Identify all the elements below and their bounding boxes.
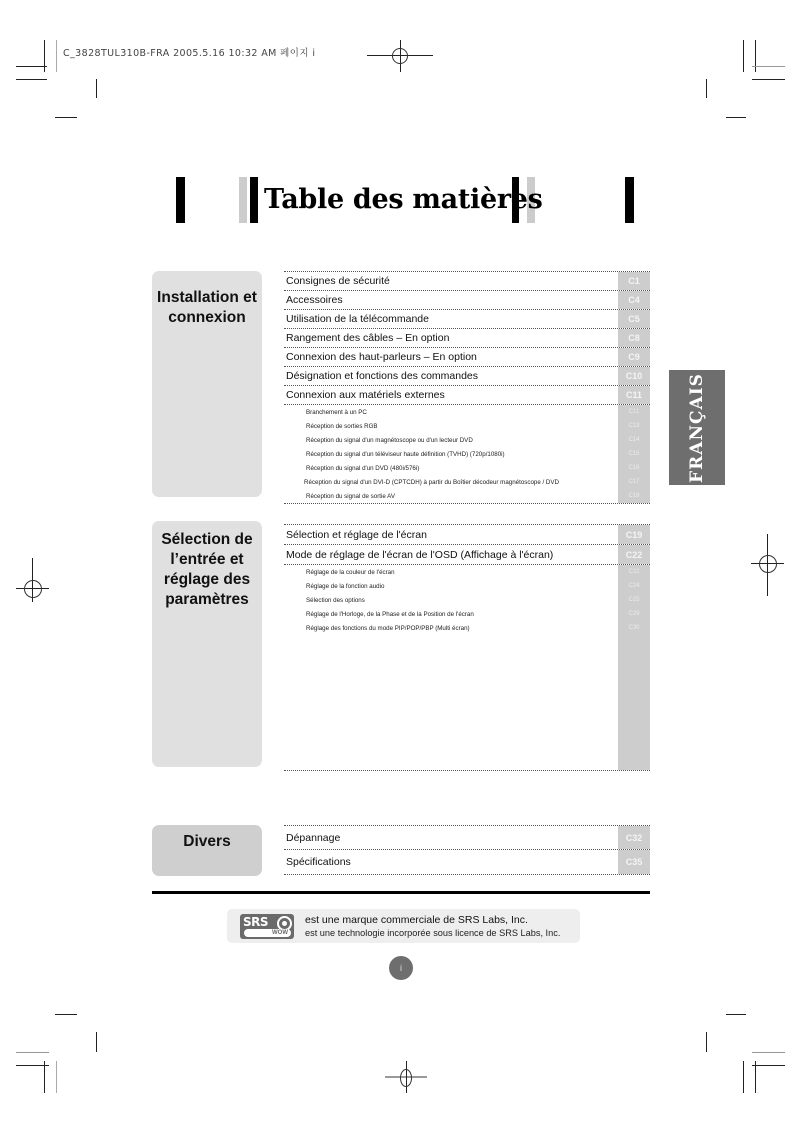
- page-ref: C24: [618, 579, 650, 593]
- registration-mark-bottom-center: [255, 1061, 297, 1093]
- toc-entry[interactable]: Connexion aux matériels externes C11: [284, 385, 650, 405]
- page-ref: C22: [618, 565, 650, 579]
- page-ref: C22: [618, 545, 650, 564]
- toc-entry[interactable]: Sélection et réglage de l'écran C19: [284, 524, 650, 544]
- page-ref: C32: [618, 826, 650, 849]
- toc-subentry[interactable]: Réglage des fonctions du mode PIP/POP/PBP (Multi écran) C30: [284, 621, 650, 635]
- page-ref: C30: [618, 621, 650, 635]
- toc-section-selection: [284, 524, 650, 771]
- print-file-info: C_3828TUL310B-FRA 2005.5.16 10:32 AM 페이지 i: [63, 48, 316, 59]
- srs-wow-logo-icon: SRS WOW: [240, 914, 294, 939]
- page-ref: C17: [618, 475, 650, 489]
- registration-mark-left: [16, 558, 49, 602]
- section-heading-selection: Sélection de l’entrée et réglage des paramètres: [152, 521, 262, 767]
- toc-entry[interactable]: Dépannage C32: [284, 825, 650, 849]
- section-heading-divers: Divers: [152, 825, 262, 876]
- toc-entry[interactable]: Connexion des haut-parleurs – En option C9: [284, 347, 650, 366]
- section-heading-installation: Installation et connexion: [152, 271, 262, 497]
- registration-mark-top: [367, 40, 433, 72]
- page-ref: C15: [618, 447, 650, 461]
- toc-entry[interactable]: Accessoires C4: [284, 290, 650, 309]
- page-ref: C11: [618, 386, 650, 404]
- toc-entry[interactable]: Utilisation de la télécommande C5: [284, 309, 650, 328]
- page-ref: C1: [618, 272, 650, 290]
- trademark-line-1: est une marque commerciale de SRS Labs, Inc.: [305, 914, 528, 926]
- page-ref: C19: [618, 525, 650, 544]
- trademark-line-2: est une technologie incorporée sous licence de SRS Labs, Inc.: [305, 928, 561, 938]
- page-ref: C35: [618, 850, 650, 874]
- toc-section-installation: [284, 271, 650, 504]
- toc-subentry[interactable]: Réception du signal d'un téléviseur haute définition (TVHD) (720p/1080i) C15: [284, 447, 650, 461]
- registration-mark-right: [751, 534, 784, 596]
- page-ref: C18: [618, 489, 650, 503]
- page-ref: C25: [618, 593, 650, 607]
- toc-subentry[interactable]: Sélection des options C25: [284, 593, 650, 607]
- toc-subentry[interactable]: Réception du signal de sortie AV C18: [284, 489, 650, 504]
- toc-entry[interactable]: Spécifications C35: [284, 849, 650, 875]
- page-title: Table des matières: [264, 184, 543, 215]
- toc-subentry[interactable]: Réception de sorties RGB C13: [284, 419, 650, 433]
- toc-subentry[interactable]: Réception du signal d'un DVD (480i/576i) C16: [284, 461, 650, 475]
- toc-subentry[interactable]: Réception du signal d'un DVI-D (CPTCDH) à partir du Boîtier décodeur magnétoscope / DVD C17: [284, 475, 650, 489]
- trademark-notice: [227, 909, 580, 943]
- toc-subentry[interactable]: Réception du signal d'un magnétoscope ou d'un lecteur DVD C14: [284, 433, 650, 447]
- toc-empty-space: [284, 635, 650, 771]
- toc-entry[interactable]: Rangement des câbles – En option C8: [284, 328, 650, 347]
- toc-subentry[interactable]: Réglage de la couleur de l'écran C22: [284, 565, 650, 579]
- page-ref: C5: [618, 310, 650, 328]
- language-tab: [669, 370, 725, 485]
- page-number: i: [389, 956, 413, 980]
- toc-section-divers: [284, 825, 650, 875]
- page-ref: C29: [618, 607, 650, 621]
- page-ref: C8: [618, 329, 650, 347]
- toc-entry[interactable]: Consignes de sécurité C1: [284, 271, 650, 290]
- registration-mark-bottom-target: [385, 1061, 427, 1093]
- page-ref: C13: [618, 419, 650, 433]
- page-ref: C9: [618, 348, 650, 366]
- toc-entry[interactable]: Désignation et fonctions des commandes C10: [284, 366, 650, 385]
- divider-rule: [152, 891, 650, 894]
- page-ref: C11: [618, 405, 650, 419]
- language-tab-label: FRANÇAIS: [687, 372, 708, 483]
- page-ref: C4: [618, 291, 650, 309]
- toc-subentry[interactable]: Branchement à un PC C11: [284, 405, 650, 419]
- page-ref: C16: [618, 461, 650, 475]
- page-ref: C10: [618, 367, 650, 385]
- toc-subentry[interactable]: Réglage de l'Horloge, de la Phase et de la Position de l'écran C29: [284, 607, 650, 621]
- toc-subentry[interactable]: Réglage de la fonction audio C24: [284, 579, 650, 593]
- toc-entry[interactable]: Mode de réglage de l'écran de l'OSD (Affichage à l'écran) C22: [284, 544, 650, 565]
- page-ref: C14: [618, 433, 650, 447]
